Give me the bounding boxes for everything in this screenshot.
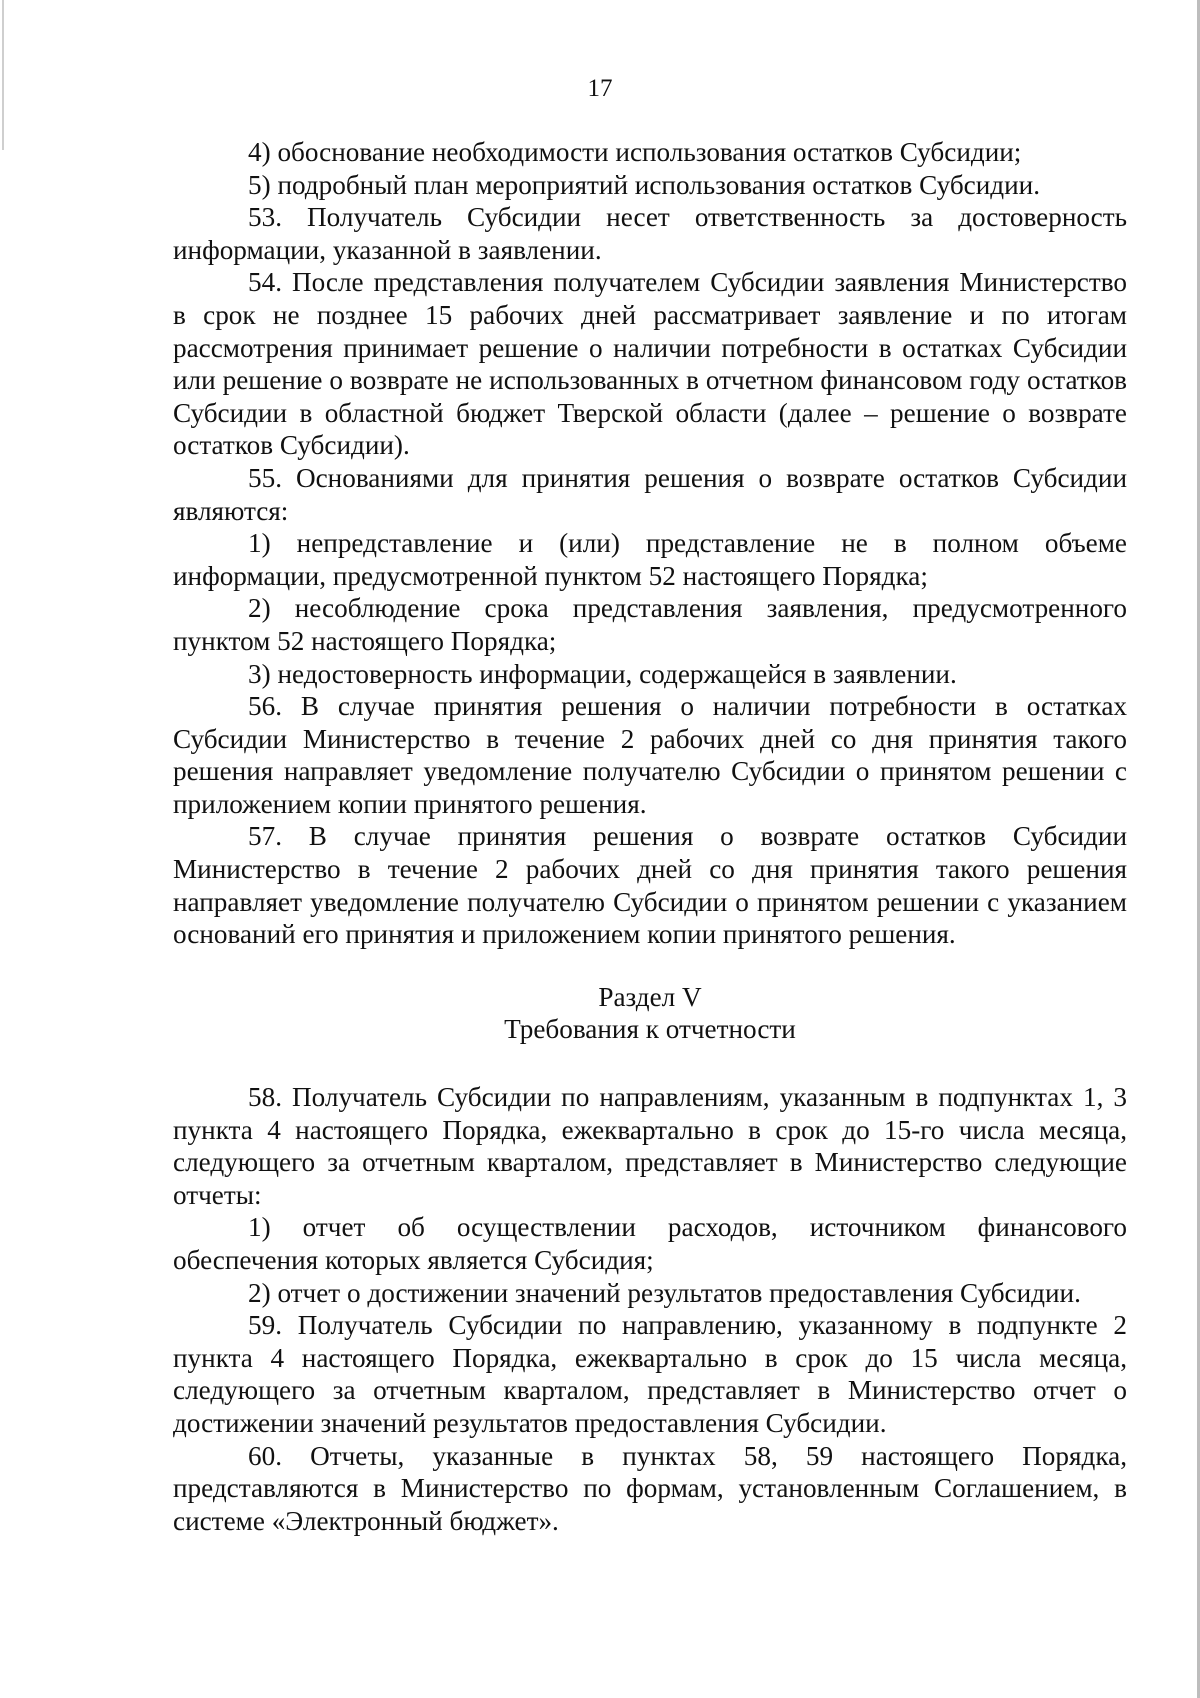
paragraph-58: 58. Получатель Субсидии по направлениям, указанным в подпунктах 1, 3 пункта 4 настоящего Порядка, ежеквартально в срок до 15-го числа месяца, следующего за отчетным кварталом, представляет в Министерство следующие отчеты: xyxy=(173,1082,1127,1210)
spacer xyxy=(173,1046,1127,1081)
paragraph-58-item-2: 2) отчет о достижении значений результатов предоставления Субсидии. xyxy=(248,1277,1081,1308)
spacer xyxy=(173,951,1127,981)
paragraph-53: 53. Получатель Субсидии несет ответственность за достоверность информации, указанной в заявлении. xyxy=(173,202,1127,265)
paragraph-54: 54. После представления получателем Субсидии заявления Министерство в срок не позднее 15 рабочих дней рассматривает заявление и по итогам рассмотрения принимает решение о наличии потребности в остатках Субсидии или решение о возврате не использованных в отчетном финансовом году остатков Субсидии в областной бюджет Тверской области (далее – решение о возврате остатков Субсидии). xyxy=(173,267,1127,461)
paragraph-55-item-1: 1) непредставление и (или) представление не в полном объеме информации, предусмотренной пунктом 52 настоящего Порядка; xyxy=(173,528,1127,591)
paragraph-55: 55. Основаниями для принятия решения о возврате остатков Субсидии являются: xyxy=(173,462,1127,526)
document-body xyxy=(173,136,1127,1537)
paragraph-55-item-2: 2) несоблюдение срока представления заявления, предусмотренного пунктом 52 настоящего Порядка; xyxy=(173,593,1127,656)
paragraph-55-item-3: 3) недостоверность информации, содержащейся в заявлении. xyxy=(248,658,957,689)
paragraph-item-5: 5) подробный план мероприятий использования остатков Субсидии. xyxy=(248,169,1040,200)
paragraph-item-4: 4) обоснование необходимости использования остатков Субсидии; xyxy=(248,137,1022,167)
paragraph-58-item-1: 1) отчет об осуществлении расходов, источником финансового обеспечения которых является Субсидия; xyxy=(173,1212,1127,1275)
paragraph-57: 57. В случае принятия решения о возврате остатков Субсидии Министерство в течение 2 рабочих дней со дня принятия такого решения направляет уведомление получателю Субсидии о принятом решении с указанием оснований его принятия и приложением копии принятого решения. xyxy=(173,821,1127,950)
page-number: 17 xyxy=(587,75,613,102)
section-label: Раздел V xyxy=(598,981,702,1012)
paragraph-59: 59. Получатель Субсидии по направлению, указанному в подпункте 2 пункта 4 настоящего Порядка, ежеквартально в срок до 15 числа месяца, следующего за отчетным кварталом, представляет в Министерство отчет о достижении значений результатов предоставления Субсидии. xyxy=(173,1310,1127,1438)
paragraph-56: 56. В случае принятия решения о наличии потребности в остатках Субсидии Министерство в течение 2 рабочих дней со дня принятия такого решения направляет уведомление получателю Субсидии о принятом решении с приложением копии принятого решения. xyxy=(173,691,1127,819)
paragraph-60: 60. Отчеты, указанные в пунктах 58, 59 настоящего Порядка, представляются в Министерство по формам, установленным Соглашением, в системе «Электронный бюджет». xyxy=(173,1440,1127,1536)
section-title: Требования к отчетности xyxy=(504,1014,796,1045)
